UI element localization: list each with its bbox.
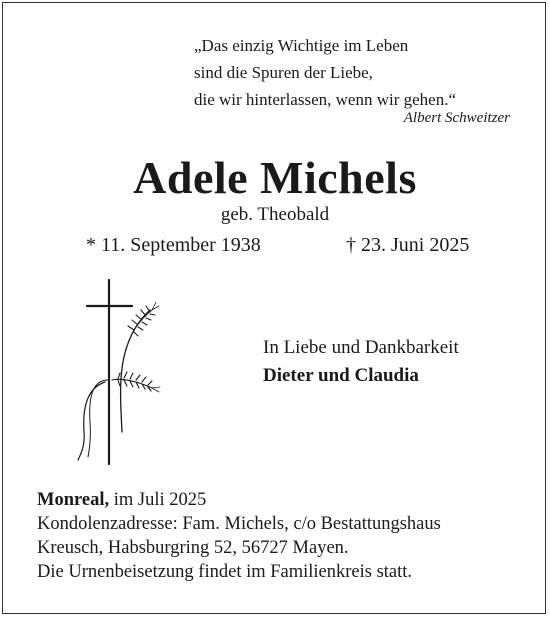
dedication-line: In Liebe und Dankbarkeit	[263, 337, 459, 358]
address-line-1: Kondolenzadresse: Fam. Michels, c/o Bestattungshaus	[37, 514, 441, 534]
place-date-row	[37, 488, 441, 512]
quote-author: Albert Schweitzer	[403, 110, 510, 126]
footer-block	[37, 488, 441, 584]
quote-line-3: die wir hinterlassen, wenn wir gehen.“	[194, 90, 456, 109]
dedication-block	[263, 334, 459, 390]
notice-date: im Juli 2025	[109, 490, 207, 510]
mourner-names: Dieter und Claudia	[263, 365, 419, 386]
quote-block	[194, 32, 456, 113]
birth-name: geb. Theobald	[220, 204, 330, 225]
deceased-name: Adele Michels	[133, 152, 417, 203]
address-line-2: Kreusch, Habsburgring 52, 56727 Mayen.	[37, 538, 349, 558]
quote-line-2: sind die Spuren der Liebe,	[194, 63, 373, 82]
quote-line-1: „Das einzig Wichtige im Leben	[194, 36, 409, 55]
place: Monreal,	[37, 490, 110, 510]
burial-notice: Die Urnenbeisetzung findet im Familienkreis statt.	[37, 562, 413, 582]
death-date: † 23. Juni 2025	[346, 234, 470, 256]
cross-with-wheat-icon	[60, 272, 170, 467]
birth-date: * 11. September 1938	[86, 234, 261, 256]
